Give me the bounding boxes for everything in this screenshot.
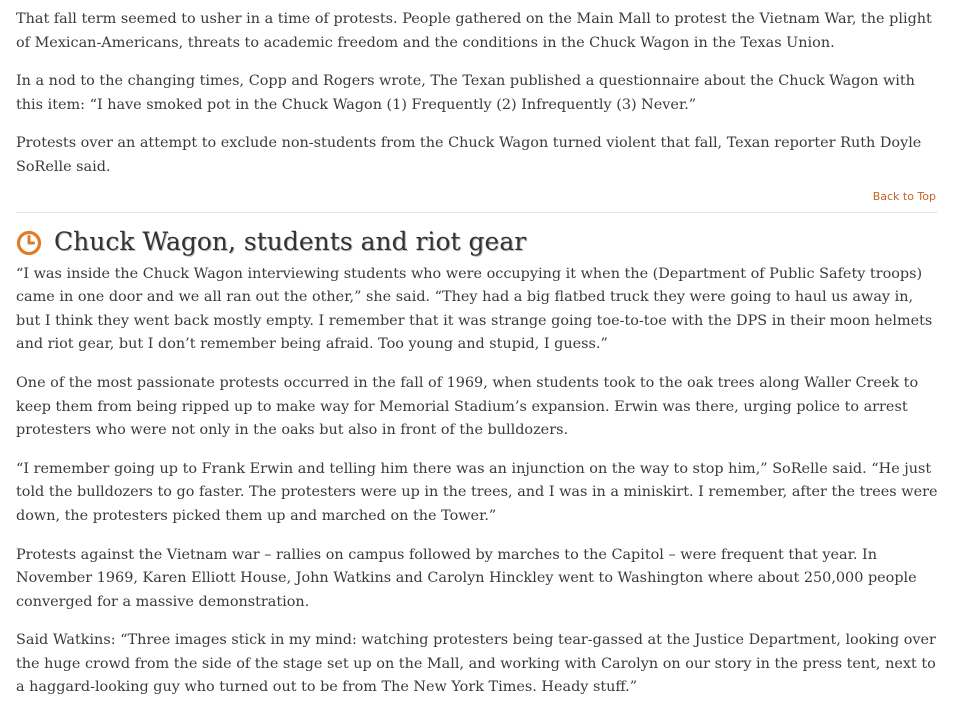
section-title: Chuck Wagon, students and riot gear — [54, 227, 527, 257]
paragraph-watkins-quote: Said Watkins: “Three images stick in my mind: watching protesters being tear-gassed at the Justice Department, looking over the huge crowd from the side of the stage set up on the Mall, and working with Carolyn on our story in the press tent, next to a haggard-looking guy who turned out to be from The New York Times. Heady stuff.” — [16, 632, 936, 696]
section-heading-row — [16, 221, 938, 263]
paragraph-chuck-wagon-occupation: “I was inside the Chuck Wagon interviewing students who were occupying it when the (Department of Public Safety troops) came in one door and we all ran out the other,” she said. “They had a big flatbed truck they were going to haul us away in, but I think they went back mostly empty. I remember that it was strange going toe-to-toe with the DPS in their moon helmets and riot gear, but I don’t remember being afraid. Too young and stupid, I guess.” — [16, 265, 933, 353]
article-body — [16, 8, 938, 700]
paragraph-fall-term-protests: That fall term seemed to usher in a time of protests. People gathered on the Main Mall to protest the Vietnam War, the plight of Mexican-Americans, threats to academic freedom and the conditions in the Chuck Wagon in the Texas Union. — [16, 11, 932, 51]
back-to-top-link[interactable]: Back to Top — [872, 189, 936, 203]
paragraph-frank-erwin: “I remember going up to Frank Erwin and telling him there was an injunction on the way to stop him,” SoRelle said. “He just told the bulldozers to go faster. The protesters were up in the trees, and I was in a miniskirt. I remember, after the trees were down, the protesters picked them up and marched on the Tower.” — [16, 460, 938, 524]
paragraph-violent-protests: Protests over an attempt to exclude non-students from the Chuck Wagon turned violent that fall, Texan reporter Ruth Doyle SoRelle said. — [16, 135, 922, 175]
paragraph-waller-creek-oaks: One of the most passionate protests occurred in the fall of 1969, when students took to the oak trees along Waller Creek to keep them from being ripped up to make way for Memorial Stadium’s expansion. Erwin was there, urging police to arrest protesters who were not only in the oaks but also in front of the bulldozers. — [16, 374, 919, 439]
section-divider — [16, 188, 938, 213]
paragraph-vietnam-protests: Protests against the Vietnam war – rallies on campus followed by marches to the Capitol – were frequent that year. In November 1969, Karen Elliott House, John Watkins and Carolyn Hinckley went to Washington where about 250,000 people converged for a massive demonstration. — [16, 546, 917, 610]
clock-icon — [16, 230, 42, 256]
paragraph-questionnaire: In a nod to the changing times, Copp and Rogers wrote, The Texan published a questionnaire about the Chuck Wagon with this item: “I have smoked pot in the Chuck Wagon (1) Frequently (2) Infrequently (3) Never.” — [16, 73, 915, 113]
